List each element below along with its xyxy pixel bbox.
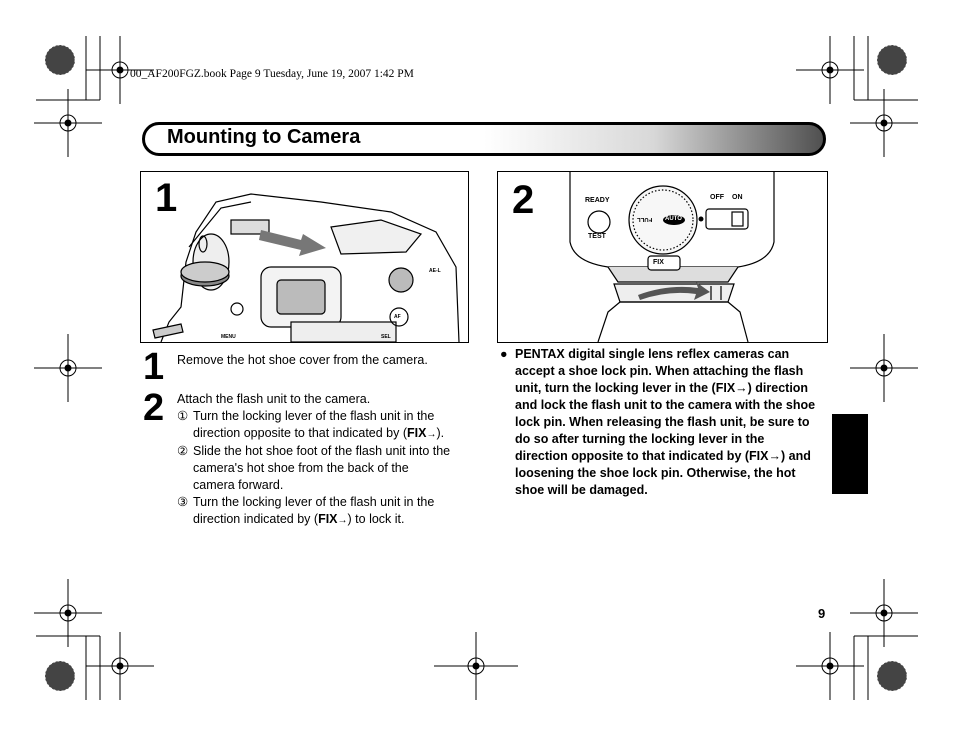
figure-1-number: 1 bbox=[155, 176, 178, 220]
test-label: TEST bbox=[588, 233, 606, 240]
camera-af-label: AF bbox=[394, 314, 401, 320]
camera-menu-label: MENU bbox=[221, 334, 236, 340]
chapter-thumb-tab bbox=[832, 414, 868, 494]
substep-3 bbox=[177, 494, 477, 511]
book-header-line: 00_AF200FGZ.book Page 9 Tuesday, June 19, 2007 1:42 PM bbox=[130, 68, 414, 80]
step-2-number: 2 bbox=[143, 387, 165, 429]
ready-label: READY bbox=[585, 197, 610, 204]
note-line: accept a shoe lock pin. When attaching the flash bbox=[515, 364, 804, 378]
substep-3-line1: Turn the locking lever of the flash unit in the bbox=[193, 495, 435, 509]
note-line: PENTAX digital single lens reflex cameras can bbox=[515, 347, 790, 361]
substep-1-marker: ① bbox=[177, 409, 189, 423]
figure-1-camera bbox=[140, 171, 469, 343]
auto-label: AUTO bbox=[665, 216, 682, 222]
note-line: loosening the shoe lock pin. Otherwise, the hot bbox=[515, 466, 796, 480]
note-line: unit, turn the locking lever in the (FIX→) direction bbox=[515, 381, 809, 395]
full-label: FULL bbox=[637, 216, 653, 222]
substep-1 bbox=[177, 408, 477, 425]
off-label: OFF bbox=[710, 194, 724, 201]
note-line: do so after turning the locking lever in the bbox=[515, 432, 765, 446]
note-bullet: ● bbox=[500, 347, 508, 361]
camera-sel-label: SEL bbox=[381, 334, 391, 340]
substep-2-marker: ② bbox=[177, 444, 189, 458]
substep-1-line1: Turn the locking lever of the flash unit in the bbox=[193, 409, 435, 423]
note-line: shoe will be damaged. bbox=[515, 483, 648, 497]
note-line: and lock the flash unit to the camera with the shoe bbox=[515, 398, 816, 412]
figure-2-number: 2 bbox=[512, 178, 535, 222]
substep-2-line2: camera's hot shoe from the back of the bbox=[193, 461, 409, 475]
step-1-number: 1 bbox=[143, 346, 165, 388]
substep-3-marker: ③ bbox=[177, 495, 189, 509]
step-1-text: Remove the hot shoe cover from the camera. bbox=[177, 353, 428, 367]
section-title: Mounting to Camera bbox=[167, 126, 361, 148]
substep-1-line2: direction opposite to that indicated by (FIX→). bbox=[193, 426, 445, 440]
substep-2-line3: camera forward. bbox=[193, 478, 284, 492]
figure-2-flash bbox=[497, 171, 828, 343]
flash-illustration bbox=[498, 172, 827, 342]
note-paragraph bbox=[515, 346, 830, 499]
substep-2-line1: Slide the hot shoe foot of the flash unit into the bbox=[193, 444, 451, 458]
step-2-intro: Attach the flash unit to the camera. bbox=[177, 392, 371, 406]
fix-label: FIX bbox=[653, 259, 664, 266]
camera-ael-label: AE-L bbox=[429, 268, 441, 274]
substep-3-line2: direction indicated by (FIX→) to lock it. bbox=[193, 512, 405, 526]
step-2-instructions bbox=[177, 391, 477, 529]
note-line: direction opposite to that indicated by (FIX→) and bbox=[515, 449, 811, 463]
camera-illustration bbox=[141, 172, 468, 342]
note-line: lock pin. When releasing the flash unit, be sure to bbox=[515, 415, 810, 429]
substep-2 bbox=[177, 443, 477, 460]
page-number: 9 bbox=[818, 606, 826, 621]
on-label: ON bbox=[732, 194, 743, 201]
substep-1-cont bbox=[177, 425, 477, 443]
